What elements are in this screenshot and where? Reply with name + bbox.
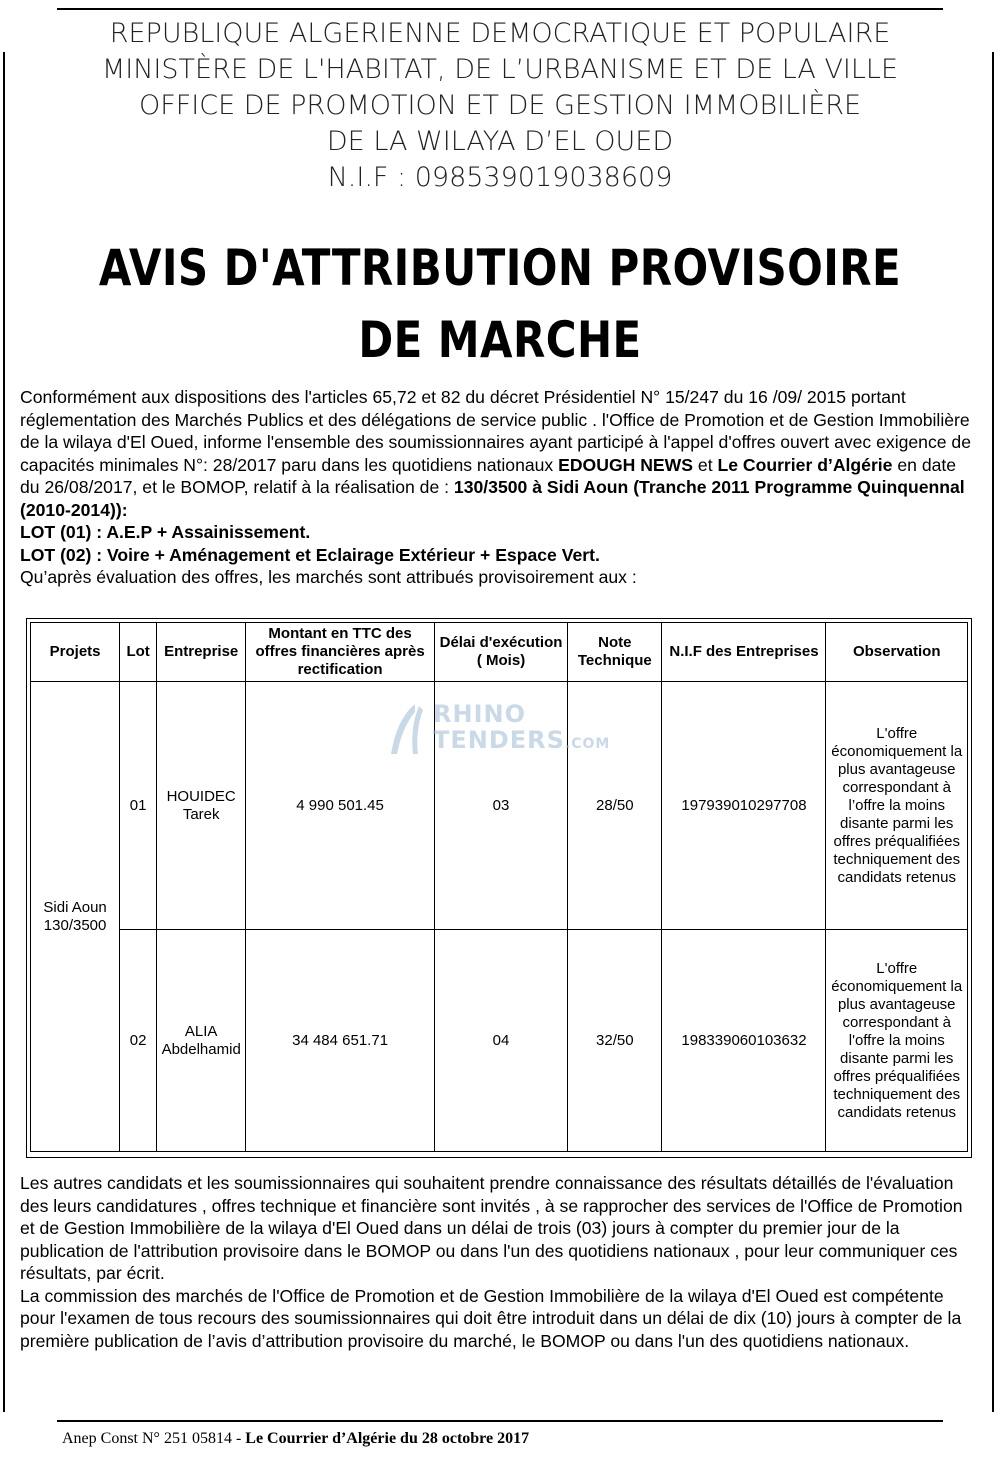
intro-and: et: [693, 454, 718, 475]
header-montant: Montant en TTC des offres financières après rectification: [246, 623, 435, 682]
cell-note: 28/50: [568, 682, 662, 930]
newspaper-courrier: Le Courrier d’Algérie: [717, 454, 893, 475]
header-projets: Projets: [31, 623, 120, 682]
title-line-2: DE MARCHE: [358, 311, 642, 369]
frame-left-border: [3, 52, 5, 1412]
outro-paragraph-2: La commission des marchés de l'Office de Promotion et de Gestion Immobilière de la wilaya d'El Oued est compétente pour l'examen de tous recours des soumissionnaires qui doit être introduit dans un délai de dix (10) jours à compter de la première publication de l’avis d’attribution provisoire du marché, le BOMOP ou dans l'un des quotidiens nationaux.: [20, 1285, 962, 1351]
header-nif: N.I.F des Entreprises: [662, 623, 826, 682]
cell-montant: 4 990 501.45: [246, 682, 435, 930]
header-line-republic: REPUBLIQUE ALGERIENNE DEMOCRATIQUE ET POPULAIRE: [109, 18, 891, 49]
table-row: [31, 930, 968, 1152]
lot-2-description: [20, 544, 980, 567]
cell-delai: 04: [434, 930, 567, 1152]
header-line-nif: N.I.F : 098539019038609: [327, 162, 673, 193]
header-entreprise: Entreprise: [157, 623, 246, 682]
outro-paragraph-1: Les autres candidats et les soumissionnaires qui souhaitent prendre connaissance des résultats détaillés de l'évaluation des leurs candidatures , offres technique et financière sont invités , à se rapprocher des services de l'Office de Promotion et de Gestion Immobilière de la wilaya d'El Oued dans un délai de trois (03) jours à compter du premier jour de la publication de l'attribution provisoire dans le BOMOP ou dans l'un des quotidiens nationaux , pour leur communiquer ces résultats, par écrit.: [20, 1173, 963, 1283]
outro-text: [20, 1172, 980, 1352]
frame-bottom-border: [57, 1420, 943, 1422]
header-note: Note Technique: [568, 623, 662, 682]
cell-delai: 03: [434, 682, 567, 930]
watermark-tenders: TENDERS: [433, 726, 565, 754]
cell-observation: L'offre économiquement la plus avantageuse correspondant à l'offre la moins disante parmi les offres préqualifiées techniquement des candidats retenus: [826, 930, 968, 1152]
header-lot: Lot: [120, 623, 157, 682]
footer-anep: Anep Const N° 251 05814 -: [62, 1430, 246, 1447]
intro-paragraph-part1: Conformément aux dispositions des l'articles 65,72 et 82 du décret Présidentiel N° 15/247 du 16 /09/ 2015 portant réglementation des Marchés Publics et des délégations de service public . l'Office de Promotion et de Gestion Immobilière de la wilaya d'El Oued, informe l'ensemble des soumissionnaires ayant participé à l'appel d'offres ouvert avec exigence de capacités minimales N°: 28/2017 paru dans les quotidiens nationaux: [20, 387, 971, 475]
cell-note: 32/50: [568, 930, 662, 1152]
watermark-com: .COM: [564, 736, 611, 752]
frame-top-border: [57, 8, 943, 10]
rhino-logo-icon: [385, 700, 429, 760]
project-name: 130/3500 à Sidi Aoun (Tranche 2011 Programme Quinquennal (2010-2014)):: [20, 477, 965, 520]
issuer-header: [0, 16, 1000, 196]
cell-observation: L'offre économiquement la plus avantageuse correspondant à l’offre la moins disante parmi les offres préqualifiées techniquement des candidats retenus: [826, 682, 968, 930]
header-delai: Délai d'exécution ( Mois): [434, 623, 567, 682]
watermark-word-tenders: [433, 728, 610, 756]
frame-right-border: [992, 52, 994, 1412]
cell-montant: 34 484 651.71: [246, 930, 435, 1152]
lot-2-label: LOT (02) : Voire + Aménagement et Eclairage Extérieur + Espace Vert.: [20, 544, 600, 565]
header-line-wilaya: DE LA WILAYA D’EL OUED: [326, 126, 674, 157]
table-header-row: [31, 623, 968, 682]
intro-paragraph-part2: en date du 26/08/2017, et le BOMOP, relatif à la réalisation de :: [20, 454, 957, 497]
newspaper-edough: EDOUGH NEWS: [558, 454, 694, 475]
watermark-word-rhino: RHINO: [433, 700, 526, 728]
cell-entreprise: HOUIDEC Tarek: [157, 682, 246, 930]
cell-nif: 197939010297708: [662, 682, 826, 930]
cell-lot: 01: [120, 682, 157, 930]
cell-lot: 02: [120, 930, 157, 1152]
publication-footer: [62, 1430, 529, 1448]
cell-projet: Sidi Aoun 130/3500: [31, 682, 120, 1152]
header-line-ministry: MINISTÈRE DE L'HABITAT, DE L’URBANISME ET DE LA VILLE: [101, 54, 899, 85]
notice-title: [80, 232, 920, 376]
lot-1-label: LOT (01) : A.E.P + Assainissement.: [20, 522, 311, 542]
header-observation: Observation: [826, 623, 968, 682]
title-line-1: AVIS D'ATTRIBUTION PROVISOIRE: [98, 239, 902, 297]
intro-paragraph: [20, 386, 980, 521]
header-line-office: OFFICE DE PROMOTION ET DE GESTION IMMOBILIÈRE: [138, 90, 862, 121]
footer-source: Le Courrier d’Algérie du 28 octobre 2017: [245, 1430, 530, 1447]
intro-text: [20, 386, 980, 589]
cell-nif: 198339060103632: [662, 930, 826, 1152]
intro-attribution-line: Qu’après évaluation des offres, les marchés sont attribués provisoirement aux :: [20, 567, 637, 587]
lot-1-description: [20, 521, 980, 544]
rhino-tenders-watermark: [385, 700, 625, 760]
cell-entreprise: ALIA Abdelhamid: [157, 930, 246, 1152]
